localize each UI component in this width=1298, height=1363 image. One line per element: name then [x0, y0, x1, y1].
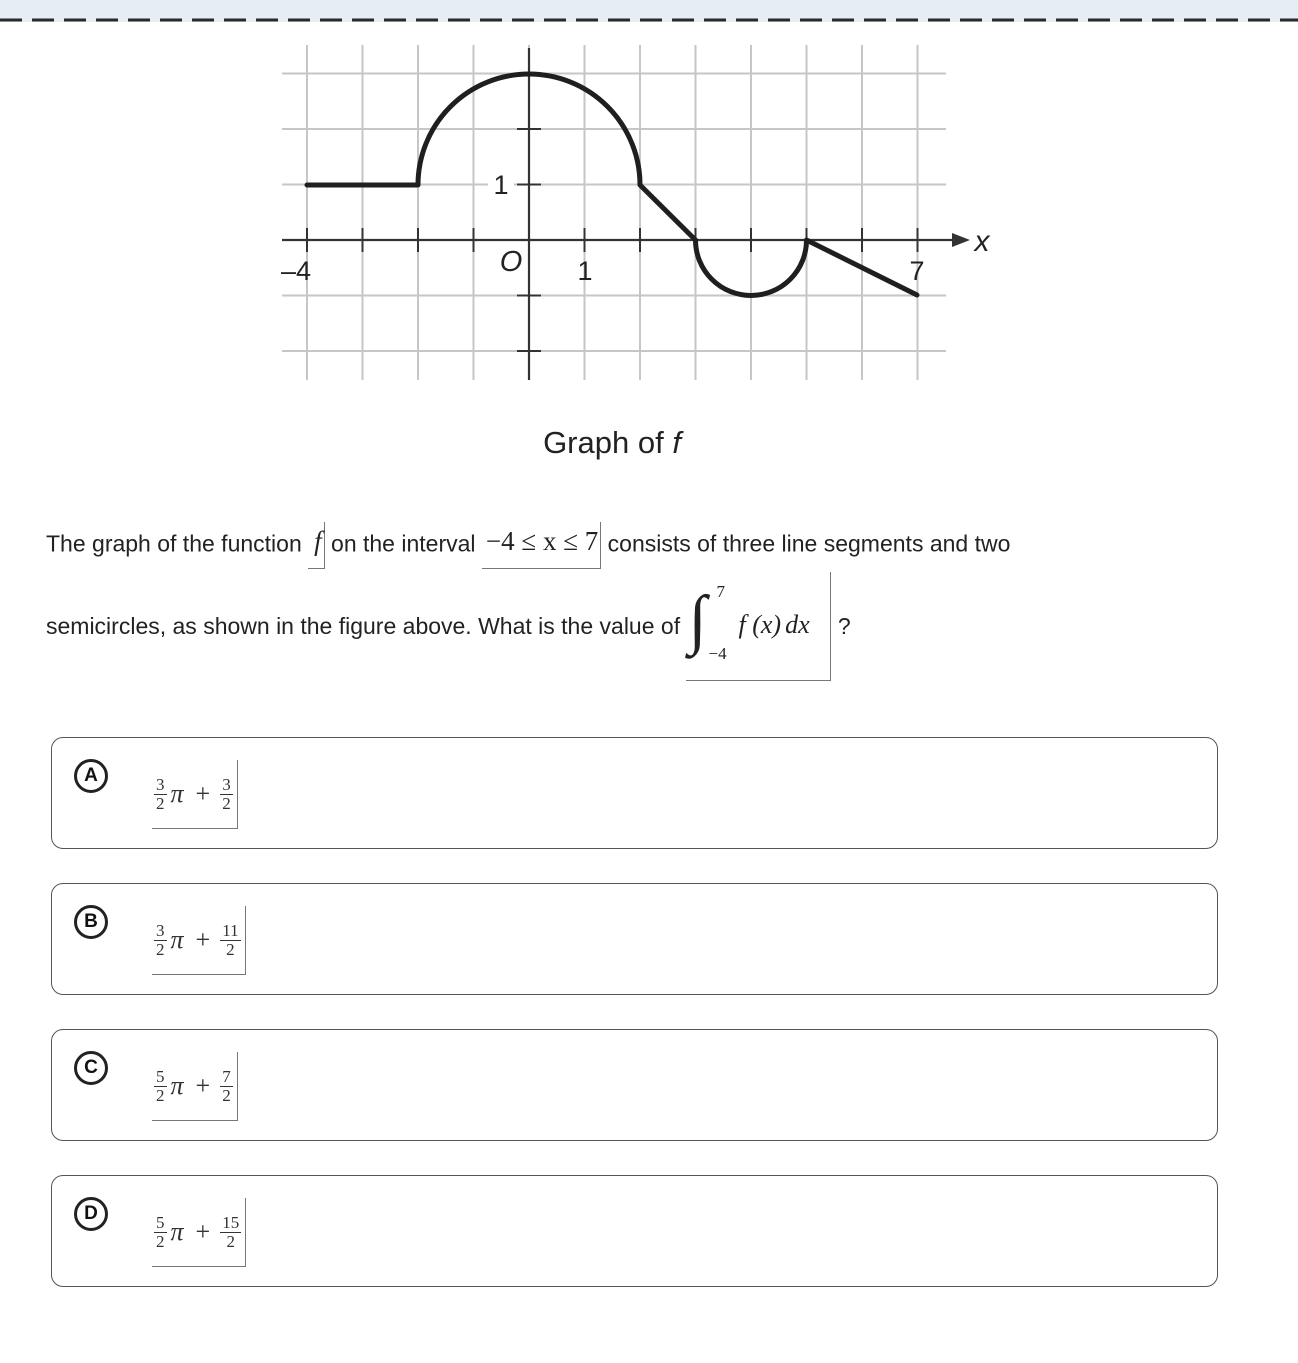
pi-symbol: π: [170, 1217, 184, 1246]
fraction: $\frac{15}{2}$: [222, 1212, 240, 1251]
pi-symbol: π: [170, 1071, 184, 1100]
x-tick-label-1: 1: [577, 256, 593, 286]
integral-upper-limit: 7: [716, 582, 725, 601]
pi-symbol: π: [170, 779, 184, 808]
math-f: f: [308, 522, 325, 569]
question-line-1: [46, 522, 1010, 569]
y-tick-label-1: 1: [493, 170, 509, 200]
integral-lower-limit: −4: [708, 644, 727, 663]
plus-sign: +: [195, 925, 211, 954]
x-tick-label-7: 7: [909, 256, 925, 286]
fraction: $\frac{3}{2}$: [156, 920, 165, 959]
fraction: $\frac{11}{2}$: [222, 920, 239, 959]
origin-label: O: [499, 246, 523, 278]
pi-symbol: π: [170, 925, 184, 954]
fraction: $\frac{3}{2}$: [222, 774, 231, 813]
figure-caption: Graph of f: [543, 425, 681, 460]
axes: [282, 48, 970, 380]
graph-figure: [0, 0, 1298, 480]
question-text: consists of three line segments and two: [601, 530, 1011, 557]
choice-letter-badge: B: [74, 905, 108, 939]
x-axis-arrow: [952, 233, 970, 247]
choice-expression: [152, 760, 238, 829]
choice-c[interactable]: [51, 1029, 1218, 1141]
choice-b[interactable]: [51, 883, 1218, 995]
x-tick-label-neg4: –4: [280, 256, 312, 286]
integral-sign: ∫: [688, 583, 707, 656]
grid: [282, 45, 946, 380]
integrand: f (x) dx: [738, 610, 810, 639]
choice-a[interactable]: [51, 737, 1218, 849]
choice-expression: [152, 1198, 246, 1267]
x-axis-label: x: [974, 225, 990, 258]
choice-d[interactable]: [51, 1175, 1218, 1287]
math-interval: −4 ≤ x ≤ 7: [482, 522, 601, 569]
choice-letter-badge: C: [74, 1051, 108, 1085]
fraction: $\frac{7}{2}$: [222, 1066, 231, 1105]
choice-expression: [152, 1052, 238, 1121]
fraction: $\frac{3}{2}$: [156, 774, 165, 813]
math-integral: [686, 572, 831, 681]
choice-letter-badge: D: [74, 1197, 108, 1231]
choice-expression: [152, 906, 246, 975]
choice-letter-badge: A: [74, 759, 108, 793]
question-text: semicircles, as shown in the figure above. What is the value of: [46, 613, 687, 639]
question-text: on the interval: [324, 530, 482, 557]
fraction: $\frac{5}{2}$: [156, 1066, 165, 1105]
plus-sign: +: [195, 779, 211, 808]
question-text: The graph of the function: [46, 530, 309, 557]
question-line-2: [46, 572, 851, 681]
question-text: ?: [831, 613, 851, 639]
fraction: $\frac{5}{2}$: [156, 1212, 165, 1251]
plus-sign: +: [195, 1071, 211, 1100]
plus-sign: +: [195, 1217, 211, 1246]
